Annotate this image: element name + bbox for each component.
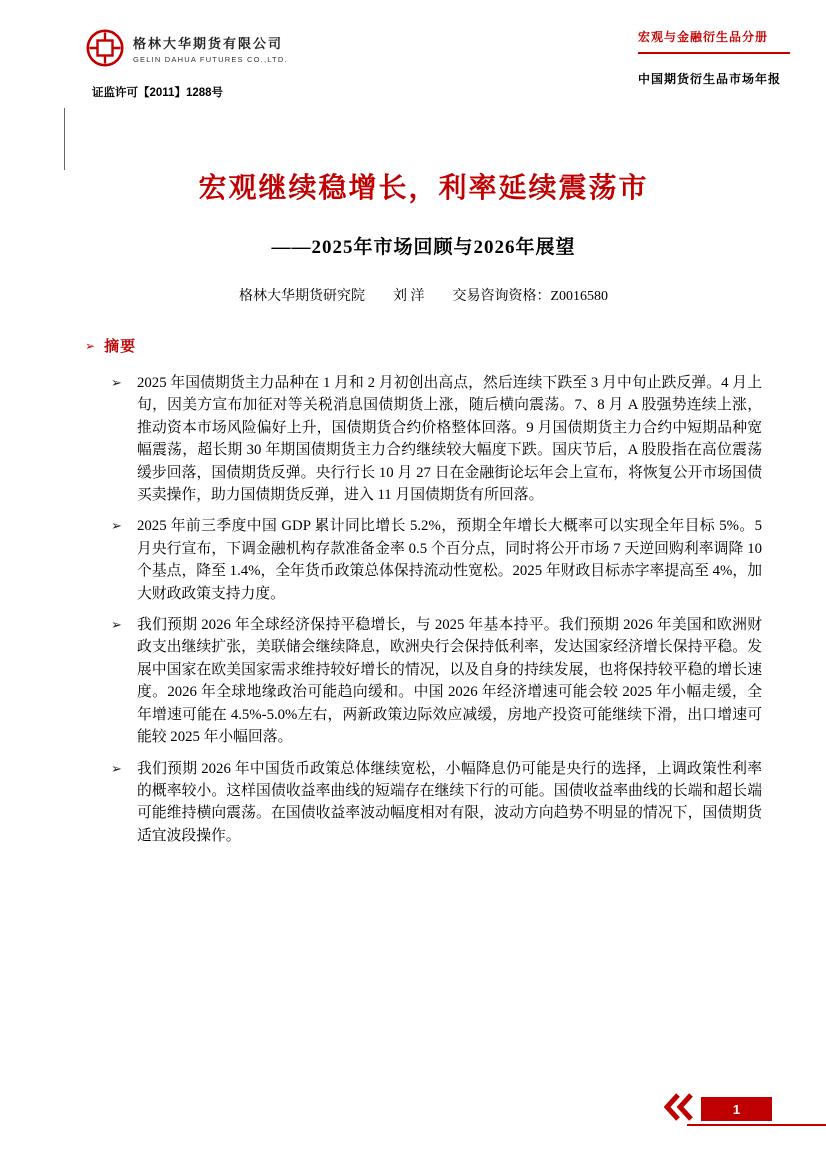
double-chevron-icon (664, 1093, 696, 1121)
page-number: 1 (732, 1101, 741, 1117)
summary-bullet (85, 614, 762, 748)
summary-bullet (85, 372, 762, 506)
summary-bullet-list (85, 372, 762, 847)
summary-bullet (85, 758, 762, 848)
bullet-arrow-icon: ➢ (111, 760, 122, 776)
bullet-text: 我们预期 2026 年中国货币政策总体继续宽松，小幅降息仍可能是央行的选择，上调政策性利率的概率较小。这样国债收益率曲线的短端存在继续下行的可能。国债收益率曲线的长端和超长端可能维持横向震荡。在国债收益率波动幅度相对有限，波动方向趋势不明显的情况下，国债期货适宜波段操作。 (137, 760, 762, 844)
report-subtitle: ——2025年市场回顾与2026年展望 (271, 237, 576, 258)
brand-block (85, 28, 288, 100)
summary-heading (85, 335, 762, 356)
series-divider (638, 52, 790, 54)
left-margin-rule (64, 108, 65, 170)
institution-name: 格林大华期货研究院 (238, 289, 365, 304)
qualification-number: 交易咨询资格：Z0016580 (452, 289, 609, 304)
report-title: 宏观继续稳增长，利率延续震荡市 (198, 173, 649, 204)
company-name-cn: 格林大华期货有限公司 (133, 35, 284, 51)
page-number-badge (701, 1097, 772, 1121)
author-line (85, 285, 762, 305)
license-number: 证监许可【2011】1288号 (92, 87, 224, 99)
bullet-arrow-icon: ➢ (111, 518, 122, 534)
bullet-text: 2025 年国债期货主力品种在 1 月和 2 月初创出高点，然后连续下跌至 3 月中旬止跌反弹。4 月上旬，因美方宣布加征对等关税消息国债期货上涨，随后横向震荡。7、8 月 A 股强势连续上涨，推动资本市场风险偏好上升，国债期货合约价格整体回落。9 月国债期货主力合约中短期品种宽幅震荡，超长期 30 年期国债期货主力合约继续较大幅度下跌。国庆节后，A 股股指在高位震荡缓步回落，国债期货反弹。央行行长 10 月 27 日在金融街论坛年会上宣布，将恢复公开市场国债买卖操作，助力国债期货反弹，进入 11 月国债期货有所回落。 (137, 375, 762, 504)
page-header (85, 28, 790, 100)
summary-bullet (85, 515, 762, 605)
logo-row (85, 28, 288, 68)
report-type: 中国期货衍生品市场年报 (638, 72, 782, 86)
report-body (85, 172, 762, 856)
company-logo-icon (85, 28, 125, 68)
analyst-name: 刘 洋 (392, 289, 425, 304)
company-names (133, 33, 288, 64)
bullet-text: 2025 年前三季度中国 GDP 累计同比增长 5.2%，预期全年增长大概率可以实现全年目标 5%。5 月央行宣布，下调金融机构存款准备金率 0.5 个百分点，同时将公开市场 7 天逆回购利率调降 10 个基点，降至 1.4%，全年货币政策总体保持流动性宽松。2025 年财政目标赤字率提高至 4%，加大财政政策支持力度。 (137, 518, 762, 602)
bullet-text: 我们预期 2026 年全球经济保持平稳增长，与 2025 年基本持平。我们预期 2026 年美国和欧洲财政支出继续扩张，美联储会继续降息，欧洲央行会保持低利率，发达国家经济增长保持平稳。发展中国家在欧美国家需求维持较好增长的情况，以及自身的持续发展，也将保持较平稳的增长速度。2026 年全球地缘政治可能趋向缓和。中国 2026 年经济增速可能会较 2025 年小幅走缓，全年增速可能在 4.5%-5.0%左右，两新政策边际效应减缓，房地产投资可能继续下滑，出口增速可能较 2025 年小幅回落。 (137, 617, 762, 746)
bullet-arrow-icon: ➢ (111, 375, 122, 390)
summary-label: 摘要 (104, 339, 137, 355)
company-name-en: GELIN DAHUA FUTURES CO.,LTD. (133, 54, 288, 64)
footer-rule (687, 1124, 826, 1126)
bullet-arrow-icon: ➢ (111, 617, 122, 633)
arrow-bullet-icon: ➢ (85, 338, 96, 353)
report-series-block (638, 28, 790, 87)
series-title: 宏观与金融衍生品分册 (638, 30, 769, 44)
